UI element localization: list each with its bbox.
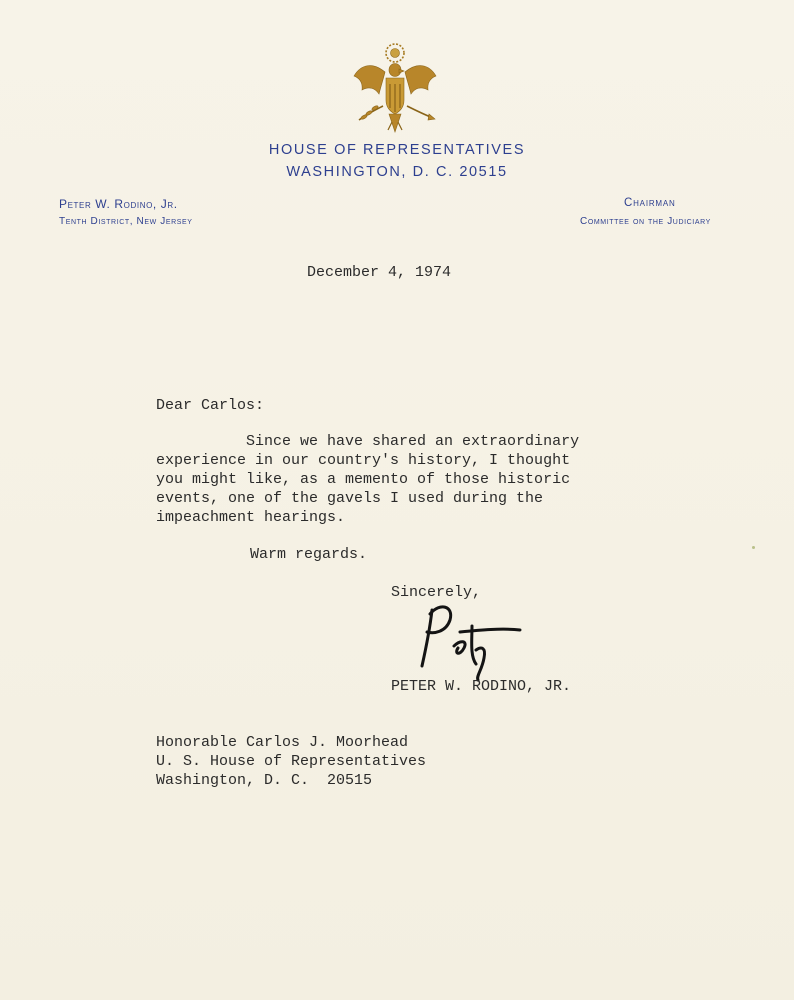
letterhead-member-committee: Committee on the Judiciary	[580, 216, 711, 227]
letter-salutation: Dear Carlos:	[156, 397, 265, 414]
recipient-line: U. S. House of Representatives	[156, 753, 427, 770]
letter-body-line: impeachment hearings.	[156, 509, 346, 526]
recipient-line: Honorable Carlos J. Moorhead	[156, 734, 409, 751]
letterhead-member-title: Chairman	[624, 197, 676, 209]
letter-body-line: events, one of the gavels I used during the	[156, 490, 544, 507]
letterhead-member-name: Peter W. Rodino, Jr.	[59, 197, 178, 211]
letter-signer: PETER W. RODINO, JR.	[391, 678, 572, 695]
letter-body-line: experience in our country's history, I thought	[156, 452, 571, 469]
letter-valediction: Sincerely,	[391, 584, 482, 601]
recipient-line: Washington, D. C. 20515	[156, 772, 373, 789]
letter-closing: Warm regards.	[250, 546, 368, 563]
handwritten-signature	[410, 588, 530, 683]
letterhead-institution: HOUSE OF REPRESENTATIVES	[268, 142, 526, 158]
paper-speck	[752, 546, 755, 549]
letter-date: December 4, 1974	[307, 264, 452, 281]
letter-body-line: Since we have shared an extraordinary	[156, 433, 580, 450]
letterhead-member-district: Tenth District, New Jersey	[59, 216, 193, 227]
letterhead-city: WASHINGTON, D. C. 20515	[286, 164, 508, 180]
letter-body-line: you might like, as a memento of those historic	[156, 471, 571, 488]
great-seal-eagle-icon	[349, 42, 441, 138]
